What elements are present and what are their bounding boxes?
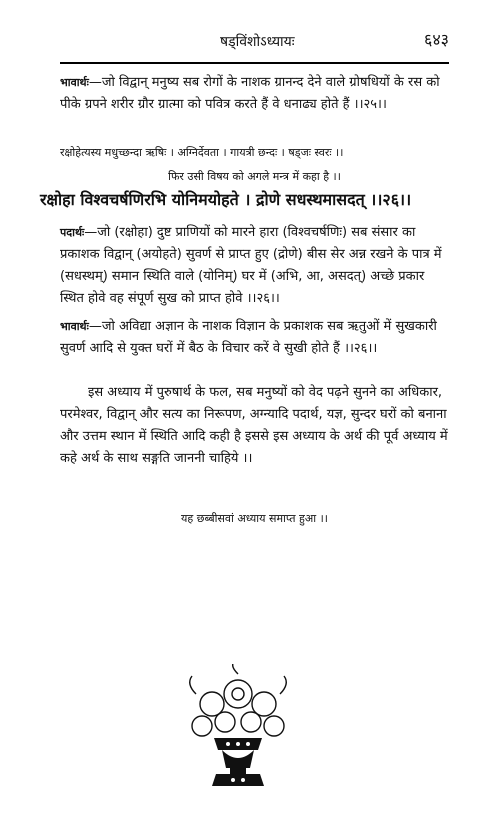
rishi-devata-line: रक्षोहेत्यस्य मधुच्छन्दा ऋषिः । अग्निर्देवता । गायत्री छन्दः । षड्जः स्वरः ।। — [60, 146, 344, 159]
intro-line: फिर उसी विषय को अगले मन्त्र में कहा है ।। — [168, 170, 341, 183]
padarth-paragraph — [60, 222, 449, 310]
chapter-closing: यह छब्बीसवां अध्याय समाप्त हुआ ।। — [181, 512, 328, 525]
page-header — [60, 10, 449, 50]
flower-vase-ornament-icon — [178, 664, 298, 794]
bhavarth-text-2: —जो अविद्या अज्ञान के नाशक विज्ञान के प्रकाशक सब ऋतुओं में सुखकारी सुवर्ण आदि से युक्त घरों में बैठ के विचार करें वे सुखी होते हैं ।।२६।। — [60, 319, 437, 356]
padarth-text: —जो (रक्षोहा) दुष्ट प्राणियों को मारने हारा (विश्वचर्षणिः) सब संसार का प्रकाशक विद्वान् (अयोहते) सुवर्ण से प्राप्त हुए (द्रोणे) बीस सेर अन्न रखने के पात्र में (सधस्थम्) समान स्थिति वाले (योनिम्) घर में (अभि, आ, असदत्) अच्छे प्रकार स्थित होवे वह संपूर्ण सुख को प्राप्त होवे ।।२६।। — [60, 225, 442, 306]
chapter-summary: इस अध्याय में पुरुषार्थ के फल, सब मनुष्यों को वेद पढ़ने सुनने का अधिकार, परमेश्वर, विद्वान् और सत्य का निरूपण, अग्न्यादि पदार्थ, यज्ञ, सुन्दर घरों को बनाना और उत्तम स्थान में स्थिति आदि कही है इससे इस अध्याय के अर्थ की पूर्व अध्याय में कहे अर्थ के साथ सङ्गति जाननी चाहिये ।। — [60, 385, 448, 466]
chapter-title: षड्विंशोऽध्यायः — [220, 34, 295, 50]
header-rule — [60, 62, 449, 64]
padarth-label: पदार्थः — [60, 226, 85, 239]
bhavarth-text: —जो विद्वान् मनुष्य सब रोगों के नाशक ग्रानन्द देने वाले ग्रोषधियों के रस को पीके ग्रपने शरीर ग्रौर ग्रात्मा को पवित्र करते हैं वे धनाढ्य होते हैं ।।२५।। — [60, 75, 440, 112]
bhavarth-label: भावार्थः — [60, 76, 89, 89]
bhavarth-paragraph-1 — [60, 72, 449, 116]
bhavarth-paragraph-2 — [60, 316, 449, 360]
bhavarth-label-2: भावार्थः — [60, 320, 89, 333]
mantra-text: रक्षोहा विश्वचर्षणिरभि योनिमयोहते । द्रोणे सधस्थमासदत् ।।२६।। — [40, 190, 412, 209]
page-number: ६४३ — [424, 30, 449, 49]
